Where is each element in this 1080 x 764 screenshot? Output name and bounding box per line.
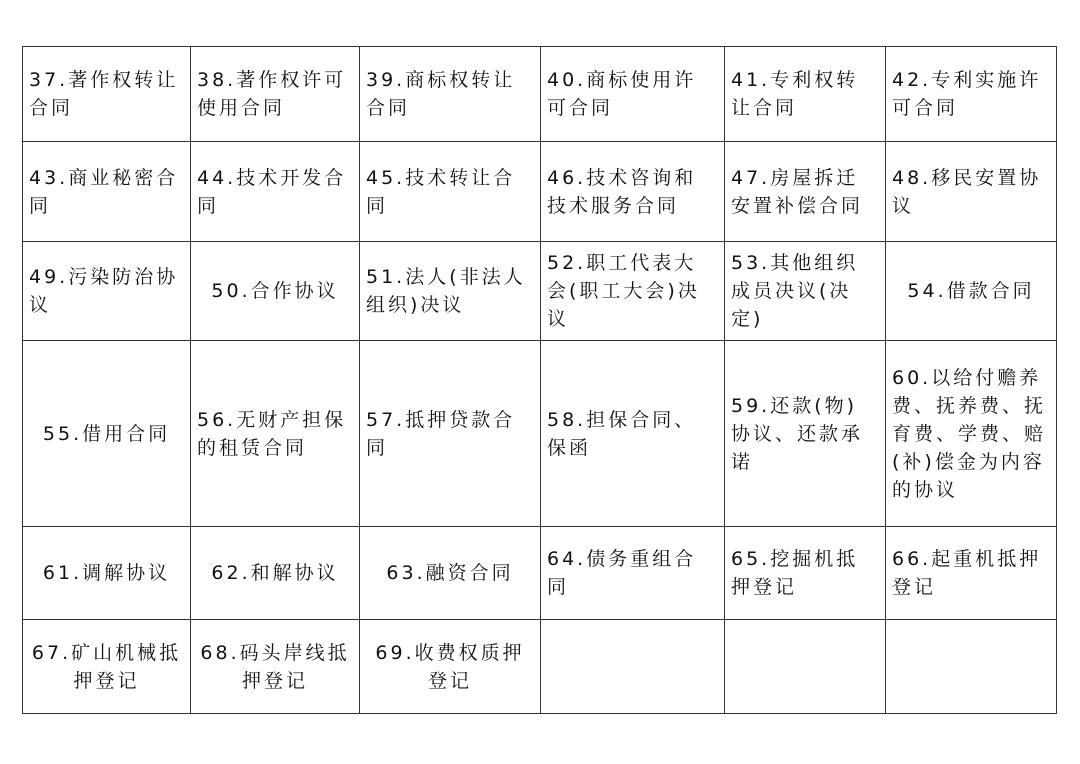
empty-cell bbox=[725, 620, 886, 714]
table-cell: 44.技术开发合同 bbox=[191, 142, 360, 242]
table-cell: 47.房屋拆迁安置补偿合同 bbox=[725, 142, 886, 242]
table-cell: 68.码头岸线抵押登记 bbox=[191, 620, 360, 714]
table-row bbox=[23, 341, 1057, 527]
table-cell: 37.著作权转让合同 bbox=[23, 47, 191, 142]
table-row bbox=[23, 242, 1057, 341]
table-cell: 52.职工代表大会(职工大会)决议 bbox=[541, 242, 725, 341]
table-cell: 40.商标使用许可合同 bbox=[541, 47, 725, 142]
table-row bbox=[23, 47, 1057, 142]
table-cell: 65.挖掘机抵押登记 bbox=[725, 527, 886, 620]
table-cell: 63.融资合同 bbox=[360, 527, 541, 620]
table-cell: 49.污染防治协议 bbox=[23, 242, 191, 341]
table-cell: 69.收费权质押登记 bbox=[360, 620, 541, 714]
table-cell: 45.技术转让合同 bbox=[360, 142, 541, 242]
table-cell: 39.商标权转让合同 bbox=[360, 47, 541, 142]
table-cell: 51.法人(非法人组织)决议 bbox=[360, 242, 541, 341]
table-cell: 42.专利实施许可合同 bbox=[886, 47, 1057, 142]
table-cell: 46.技术咨询和技术服务合同 bbox=[541, 142, 725, 242]
table-cell: 41.专利权转让合同 bbox=[725, 47, 886, 142]
table-cell: 53.其他组织成员决议(决定) bbox=[725, 242, 886, 341]
table-cell: 50.合作协议 bbox=[191, 242, 360, 341]
table-cell: 38.著作权许可使用合同 bbox=[191, 47, 360, 142]
table-cell: 55.借用合同 bbox=[23, 341, 191, 527]
table-row bbox=[23, 527, 1057, 620]
table-cell: 59.还款(物)协议、还款承诺 bbox=[725, 341, 886, 527]
table-cell: 43.商业秘密合同 bbox=[23, 142, 191, 242]
table-cell: 58.担保合同、保函 bbox=[541, 341, 725, 527]
table-cell: 48.移民安置协议 bbox=[886, 142, 1057, 242]
contract-type-table bbox=[22, 46, 1057, 714]
table-row bbox=[23, 620, 1057, 714]
table-cell: 54.借款合同 bbox=[886, 242, 1057, 341]
table-cell: 62.和解协议 bbox=[191, 527, 360, 620]
empty-cell bbox=[541, 620, 725, 714]
table-row bbox=[23, 142, 1057, 242]
table-cell: 64.债务重组合同 bbox=[541, 527, 725, 620]
table-cell: 66.起重机抵押登记 bbox=[886, 527, 1057, 620]
table-cell: 56.无财产担保的租赁合同 bbox=[191, 341, 360, 527]
table-cell: 61.调解协议 bbox=[23, 527, 191, 620]
table-cell: 60.以给付赡养费、抚养费、抚育费、学费、赔(补)偿金为内容的协议 bbox=[886, 341, 1057, 527]
table-cell: 67.矿山机械抵押登记 bbox=[23, 620, 191, 714]
table-cell: 57.抵押贷款合同 bbox=[360, 341, 541, 527]
empty-cell bbox=[886, 620, 1057, 714]
